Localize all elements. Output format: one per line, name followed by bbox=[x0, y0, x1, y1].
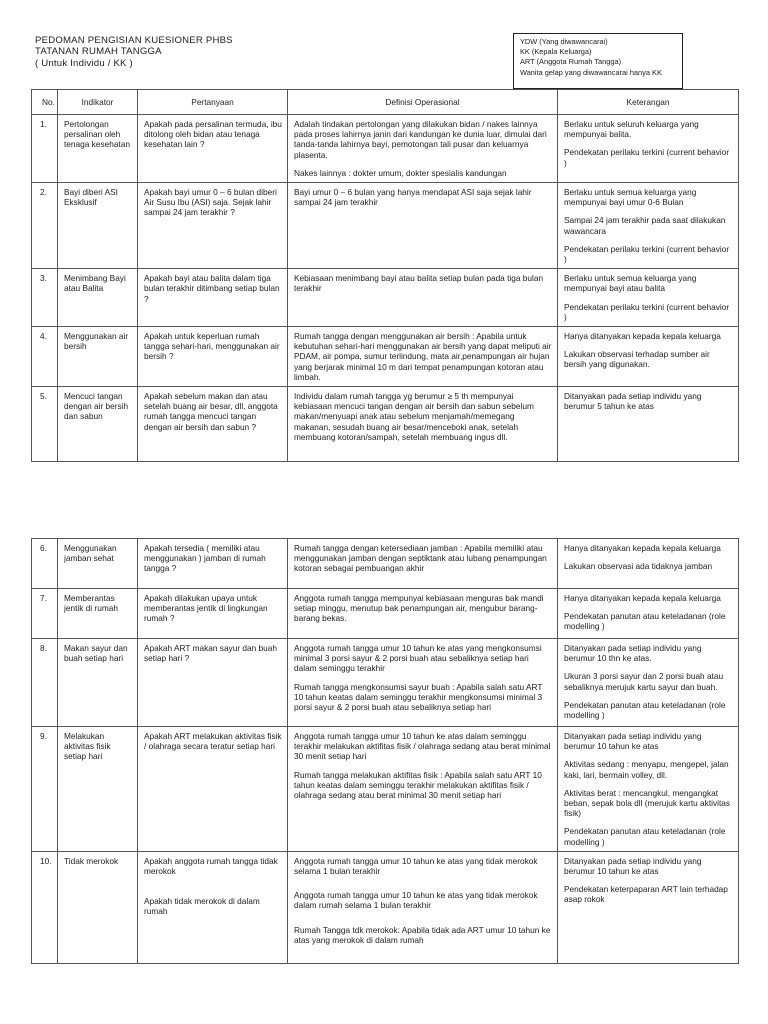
row-number: 4. bbox=[32, 327, 58, 387]
definisi-paragraph: Anggota rumah tangga umur 10 tahun ke atas yang tidak merokok selama 1 bulan terakhir bbox=[294, 855, 538, 877]
legend-item-kk: KK (Kepala Keluarga) bbox=[520, 47, 592, 57]
row-indikator: Bayi diberi ASI Eksklusif bbox=[58, 183, 138, 269]
row-definisi bbox=[288, 639, 558, 727]
table-row bbox=[32, 387, 739, 462]
keterangan-paragraph: Pendekatan panutan atau keteladanan (role modelling ) bbox=[564, 611, 726, 632]
row-number: 10. bbox=[32, 851, 58, 963]
row-indikator: Tidak merokok bbox=[58, 851, 138, 963]
row-definisi bbox=[288, 851, 558, 963]
row-number: 7. bbox=[32, 589, 58, 639]
definisi-paragraph: Anggota rumah tangga umur 10 tahun ke atas yang tidak merokok dalam rumah selama 1 bulan terakhir bbox=[294, 890, 538, 911]
pertanyaan-paragraph: Apakah tersedia ( memiliki atau menggunakan ) jamban di rumah tangga ? bbox=[144, 543, 266, 574]
table-row bbox=[32, 851, 739, 963]
keterangan-paragraph: Hanya ditanyakan kepada kepala keluarga bbox=[564, 331, 721, 342]
indicator-table-page-2 bbox=[31, 538, 739, 964]
definisi-paragraph: Anggota rumah tangga mempunyai kebiasaan menguras bak mandi setiap minggu, menutup bak penampungan air, mengubur barang-barang bekas. bbox=[294, 593, 544, 624]
table-row bbox=[32, 727, 739, 852]
table-row bbox=[32, 589, 739, 639]
row-pertanyaan bbox=[138, 269, 288, 327]
table-row bbox=[32, 639, 739, 727]
row-keterangan bbox=[558, 589, 739, 639]
keterangan-paragraph: Hanya ditanyakan kepada kepala keluarga bbox=[564, 543, 721, 553]
pertanyaan-paragraph: Apakah ART melakukan aktivitas fisik / olahraga secara teratur setiap hari bbox=[144, 731, 282, 752]
table-row bbox=[32, 183, 739, 269]
keterangan-paragraph: Pendekatan keterpaparan ART lain terhadap asap rokok bbox=[564, 884, 728, 905]
row-keterangan bbox=[558, 387, 739, 462]
table-body-page-2 bbox=[32, 539, 739, 964]
table-body-page-1 bbox=[32, 115, 739, 462]
keterangan-paragraph: Berlaku untuk semua keluarga yang mempunyai bayi umur 0-6 Bulan bbox=[564, 187, 697, 208]
keterangan-paragraph: Ditanyakan pada setiap individu yang berumur 10 tahun ke atas bbox=[564, 731, 702, 752]
definisi-paragraph: Nakes lainnya : dokter umum, dokter spesialis kandungan bbox=[294, 167, 507, 178]
keterangan-paragraph: Hanya ditanyakan kepada kepala keluarga bbox=[564, 593, 721, 603]
row-keterangan bbox=[558, 851, 739, 963]
row-keterangan bbox=[558, 539, 739, 589]
pertanyaan-paragraph: Apakah untuk keperluan rumah tangga sehari-hari, menggunakan air bersih ? bbox=[144, 331, 280, 362]
keterangan-paragraph: Aktivitas sedang : menyapu, mengepel, jalan kaki, lari, bermain volley, dll. bbox=[564, 759, 729, 780]
header-definisi: Definisi Operasional bbox=[288, 90, 558, 115]
pertanyaan-paragraph: Apakah ART makan sayur dan buah setiap hari ? bbox=[144, 643, 277, 664]
row-number: 6. bbox=[32, 539, 58, 589]
row-pertanyaan bbox=[138, 727, 288, 852]
pertanyaan-paragraph: Apakah bayi umur 0 – 6 bulan diberi Air Susu Ibu (ASI) saja. Sejak lahir sampai 24 jam terakhir ? bbox=[144, 187, 277, 218]
keterangan-paragraph: Pendekatan panutan atau keteladanan (role modelling ) bbox=[564, 699, 726, 721]
row-number: 1. bbox=[32, 115, 58, 183]
row-pertanyaan bbox=[138, 327, 288, 387]
definisi-paragraph: Rumah tangga dengan ketersediaan jamban : Apabila memiliki atau menggunakan jamban dengan septiktank atau lubang penampungan kotoran sebagai pembuangan akhir bbox=[294, 543, 547, 574]
table-row bbox=[32, 115, 739, 183]
row-definisi bbox=[288, 183, 558, 269]
row-pertanyaan bbox=[138, 539, 288, 589]
row-pertanyaan bbox=[138, 115, 288, 183]
row-number: 9. bbox=[32, 727, 58, 852]
row-indikator: Pertolongan persalinan oleh tenaga kesehatan bbox=[58, 115, 138, 183]
row-pertanyaan bbox=[138, 639, 288, 727]
table-row bbox=[32, 327, 739, 387]
keterangan-paragraph: Pendekatan perilaku terkini (current behavior ) bbox=[564, 243, 730, 265]
row-keterangan bbox=[558, 639, 739, 727]
header-scope: ( Untuk Individu / KK ) bbox=[35, 57, 133, 69]
row-definisi bbox=[288, 115, 558, 183]
pertanyaan-paragraph: Apakah sebelum makan dan atau setelah buang air besar, dll, anggota rumah tangga mencuci tangan dengan air bersih dan sabun ? bbox=[144, 391, 278, 432]
row-keterangan bbox=[558, 727, 739, 852]
row-indikator: Memberantas jentik di rumah bbox=[58, 589, 138, 639]
definisi-paragraph: Anggota rumah tangga umur 10 tahun ke atas dalam seminggu terakhir melakukan aktifitas fisik / olahraga sedang atau berat minimal 30 menit setiap hari bbox=[294, 731, 551, 762]
abbreviation-legend bbox=[513, 33, 683, 89]
keterangan-paragraph: Ukuran 3 porsi sayur dan 2 porsi buah atau sebaliknya merujuk kartu sayur dan buah. bbox=[564, 671, 724, 692]
legend-item-ydw: YDW (Yang diwawancarai) bbox=[520, 37, 608, 46]
keterangan-paragraph: Pendekatan perilaku terkini (current behavior ) bbox=[564, 147, 730, 168]
pertanyaan-paragraph: Apakah pada persalinan termuda, ibu ditolong oleh bidan atau tenaga kesehatan lain ? bbox=[144, 119, 282, 150]
keterangan-paragraph: Berlaku untuk semua keluarga yang mempunyai bayi atau balita bbox=[564, 273, 697, 294]
pertanyaan-paragraph: Apakah bayi atau balita dalam tiga bulan terakhir ditimbang setiap bulan ? bbox=[144, 273, 280, 304]
row-pertanyaan bbox=[138, 589, 288, 639]
row-definisi bbox=[288, 727, 558, 852]
row-indikator: Mencuci tangan dengan air bersih dan sabun bbox=[58, 387, 138, 462]
indicator-table-page-1 bbox=[31, 89, 739, 462]
row-number: 5. bbox=[32, 387, 58, 462]
row-definisi bbox=[288, 387, 558, 462]
row-pertanyaan bbox=[138, 183, 288, 269]
row-keterangan bbox=[558, 269, 739, 327]
row-indikator: Menimbang Bayi atau Balita bbox=[58, 269, 138, 327]
row-indikator: Makan sayur dan buah setiap hari bbox=[58, 639, 138, 727]
legend-item-note: Wanita gelap yang diwawancarai hanya KK bbox=[520, 67, 662, 77]
legend-item-art: ART (Anggota Rumah Tangga) bbox=[520, 57, 622, 67]
keterangan-paragraph: Lakukan observasi ada tidaknya jamban bbox=[564, 561, 713, 572]
pertanyaan-paragraph: Apakah tidak merokok di dalam rumah bbox=[144, 896, 260, 917]
row-definisi bbox=[288, 327, 558, 387]
definisi-paragraph: Rumah tangga melakukan aktifitas fisik : Apabila salah satu ART 10 tahun keatas dalam seminggu terakhir melakukan aktifitas fisik / olahraga sedang atau berat minimal 30 menit setiap hari bbox=[294, 769, 542, 801]
keterangan-paragraph: Ditanyakan pada setiap individu yang berumur 10 thn ke atas. bbox=[564, 643, 702, 664]
document-header bbox=[35, 35, 233, 69]
table-header-row bbox=[32, 90, 739, 115]
row-pertanyaan bbox=[138, 387, 288, 462]
header-pertanyaan: Pertanyaan bbox=[138, 90, 288, 115]
keterangan-paragraph: Sampai 24 jam terakhir pada saat dilakukan wawancara bbox=[564, 215, 726, 236]
pertanyaan-paragraph: Apakah dilakukan upaya untuk memberantas jentik di lingkungan rumah ? bbox=[144, 593, 268, 624]
row-number: 3. bbox=[32, 269, 58, 327]
row-definisi bbox=[288, 589, 558, 639]
keterangan-paragraph: Aktivitas berat : mencangkul, mengangkat beban, sepak bola dll (merujuk kartu aktivitas fisik) bbox=[564, 787, 731, 819]
row-indikator: Menggunakan air bersih bbox=[58, 327, 138, 387]
row-number: 8. bbox=[32, 639, 58, 727]
header-subtitle: TATANAN RUMAH TANGGA bbox=[35, 46, 162, 58]
definisi-paragraph: Individu dalam rumah tangga yg berumur ≥ 5 th mempunyai kebiasaan mencuci tangan dengan air bersih dan sabun sebelum makan/menyuapi anak atau sebelum menjamah/memegang makanan, sesudah buang air besar/menceboki anak, setelah membuang kotoran/sampah, setelah membuang ingus dll. bbox=[294, 391, 534, 442]
row-indikator: Melakukan aktivitas fisik setiap hari bbox=[58, 727, 138, 852]
row-keterangan bbox=[558, 183, 739, 269]
row-keterangan bbox=[558, 327, 739, 387]
header-no: No. bbox=[32, 90, 58, 115]
row-number: 2. bbox=[32, 183, 58, 269]
pertanyaan-paragraph: Apakah anggota rumah tangga tidak merokok bbox=[144, 855, 278, 877]
keterangan-paragraph: Pendekatan panutan atau keteladanan (role modelling ) bbox=[564, 826, 726, 847]
definisi-paragraph: Adalah tindakan pertolongan yang dilakukan bidan / nakes lainnya pada proses lahirnya janin dari kandungan ke dunia luar, dimulai dari tanda-tanda lahirnya bayi, pemotongan tali pusar dan keluarnya plasenta. bbox=[294, 119, 547, 160]
row-definisi bbox=[288, 269, 558, 327]
definisi-paragraph: Rumah tangga dengan menggunakan air bersih : Apabila untuk kebutuhan sehari-hari menggunakan air bersih yang dapat meliputi air PDAM, air pompa, sumur terlindung, mata air,penampungan air hujan yang berjarak minimal 10 m dari tempat penampungan kotoran atau limbah. bbox=[294, 331, 552, 382]
table-row bbox=[32, 269, 739, 327]
keterangan-paragraph: Lakukan observasi terhadap sumber air bersih yang digunakan. bbox=[564, 349, 710, 370]
row-definisi bbox=[288, 539, 558, 589]
keterangan-paragraph: Berlaku untuk seluruh keluarga yang mempunyai balita. bbox=[564, 119, 699, 140]
definisi-paragraph: Rumah Tangga tdk merokok: Apabila tidak ada ART umur 10 tahun ke atas yang merokok di dalam rumah bbox=[294, 924, 551, 945]
table-row bbox=[32, 539, 739, 589]
row-indikator: Menggunakan jamban sehat bbox=[58, 539, 138, 589]
keterangan-paragraph: Ditanyakan pada setiap individu yang berumur 5 tahun ke atas bbox=[564, 391, 702, 412]
row-pertanyaan bbox=[138, 851, 288, 963]
header-indikator: Indikator bbox=[58, 90, 138, 115]
header-title: PEDOMAN PENGISIAN KUESIONER PHBS bbox=[35, 35, 233, 46]
definisi-paragraph: Kebiasaan menimbang bayi atau balita setiap bulan pada tiga bulan terakhir bbox=[294, 273, 544, 294]
definisi-paragraph: Anggota rumah tangga umur 10 tahun ke atas yang mengkonsumsi minimal 3 porsi sayur & 2 porsi buah atau sebaliknya setiap hari dalam seminggu terakhir bbox=[294, 643, 542, 674]
header-keterangan: Keterangan bbox=[558, 90, 739, 115]
row-keterangan bbox=[558, 115, 739, 183]
keterangan-paragraph: Ditanyakan pada setiap individu yang berumur 10 tahun ke atas bbox=[564, 855, 702, 877]
definisi-paragraph: Bayi umur 0 – 6 bulan yang hanya mendapat ASI saja sejak lahir sampai 24 jam terakhir bbox=[294, 187, 532, 208]
keterangan-paragraph: Pendekatan perilaku terkini (current behavior ) bbox=[564, 301, 730, 322]
definisi-paragraph: Rumah tangga mengkonsumsi sayur buah : Apabila salah satu ART 10 tahun keatas dalam seminggu terakhir mengkonsumsi minimal 3 porsi sayur & 2 porsi buah atau sebaliknya setiap hari bbox=[294, 681, 543, 713]
